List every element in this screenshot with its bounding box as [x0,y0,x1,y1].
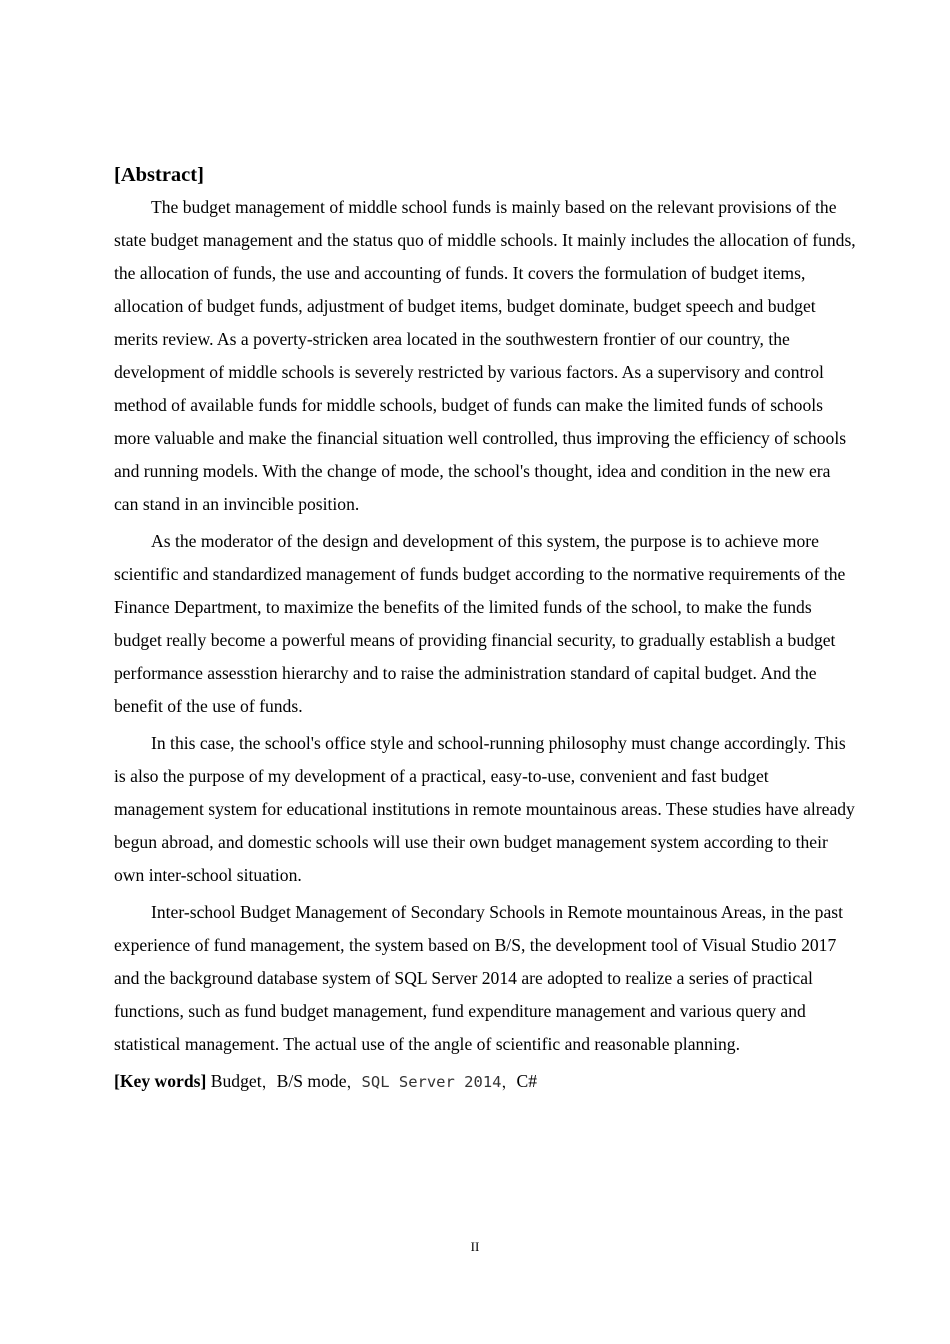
keyword-item: Budget [210,1071,262,1091]
abstract-heading: [Abstract] [114,164,204,186]
page-number: II [470,1239,480,1254]
abstract-paragraph-2: As the moderator of the design and development of this system, the purpose is to achieve more scientific and standardized management of funds budget according to the normative requirements of the Finance Department, to maximize the benefits of the limited funds of the school, to make the funds budget really become a powerful means of providing financial security, to gradually establish a budget performance assesstion hierarchy and to raise the administration standard of capital budget. And the benefit of the use of funds. [114,531,846,716]
keyword-item: SQL Server 2014 [361,1073,502,1091]
keywords-label: [Key words] [114,1071,207,1091]
abstract-section [114,160,856,1099]
abstract-paragraph-1: The budget management of middle school funds is mainly based on the relevant provisions of the state budget management and the status quo of middle schools. It mainly includes the allocation of funds, the allocation of funds, the use and accounting of funds. It covers the formulation of budget items, allocation of budget funds, adjustment of budget items, budget dominate, budget speech and budget merits review. As a poverty-stricken area located in the southwestern frontier of our country, the development of middle schools is severely restricted by various factors. As a supervisory and control method of available funds for middle schools, budget of funds can make the limited funds of schools more valuable and make the financial situation well controlled, thus improving the efficiency of schools and running models. With the change of mode, the school's thought, idea and condition in the new era can stand in an invincible position. [114,197,856,514]
keyword-item: C# [516,1071,538,1091]
abstract-paragraph-3: In this case, the school's office style and school-running philosophy must change accordingly. This is also the purpose of my development of a practical, easy-to-use, convenient and fast budget management system for educational institutions in remote mountainous areas. These studies have already begun abroad, and domestic schools will use their own budget management system according to their own inter-school situation. [114,733,855,885]
keyword-item: B/S mode [276,1071,347,1091]
keyword-separator: ， [261,1073,277,1091]
keyword-separator: ， [346,1073,362,1091]
keywords-line [114,1065,856,1099]
abstract-paragraph-4: Inter-school Budget Management of Secondary Schools in Remote mountainous Areas, in the past experience of fund management, the system based on B/S, the development tool of Visual Studio 2017 and the background database system of SQL Server 2014 are adopted to realize a series of practical functions, such as fund budget management, fund expenditure management and various query and statistical management. The actual use of the angle of scientific and reasonable planning. [114,902,844,1054]
keyword-separator: ， [501,1073,517,1091]
